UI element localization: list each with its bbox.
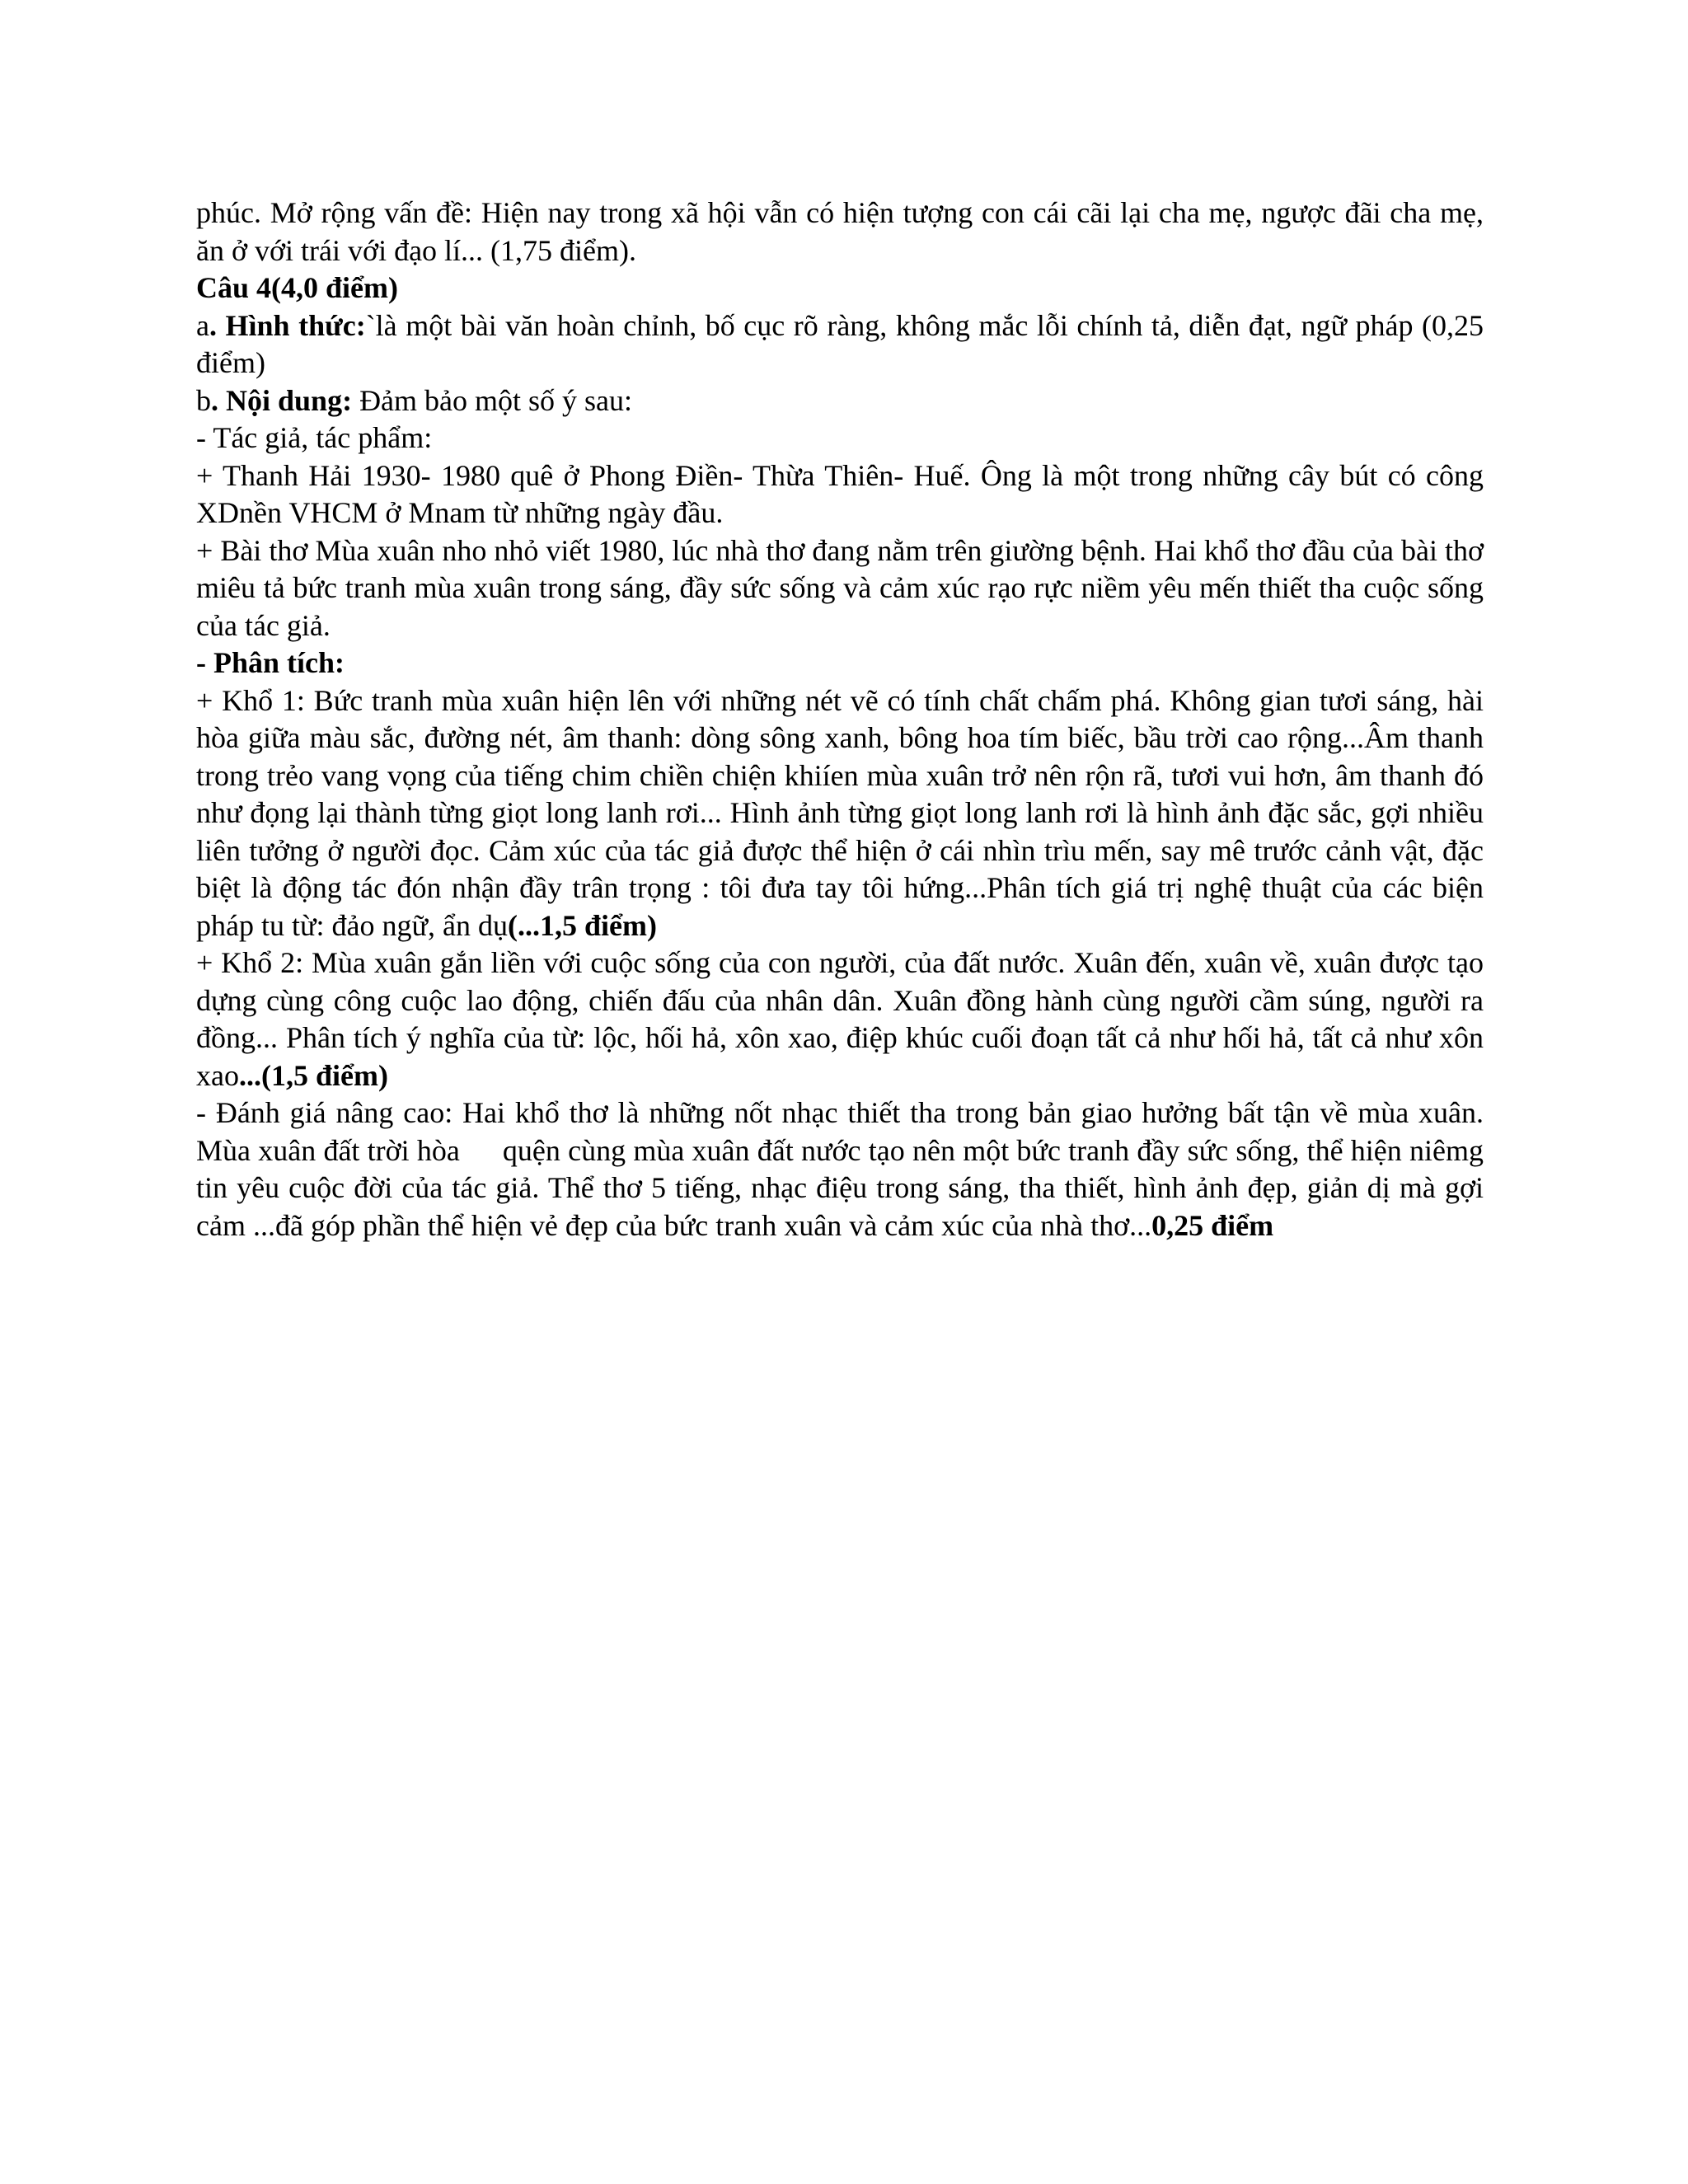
kho-2-score: ...(1,5 điểm) [238,1058,388,1092]
hinh-thuc-prefix: a [196,308,209,342]
phan-tich-heading [196,644,1484,682]
kho-2-paragraph [196,944,1484,1094]
paragraph-hinh-thuc [196,307,1484,382]
hinh-thuc-text: `là một bài văn hoàn chỉnh, bố cục rõ ràng, không mắc lỗi chính tả, diễn đạt, ngữ pháp (0,25 điểm) [196,308,1484,379]
danh-gia-score: 0,25 điểm [1151,1208,1274,1242]
danh-gia-text-after: quện cùng mùa xuân đất nước tạo nên một bức tranh đầy sức sống, thể hiện niêmg tin yêu cuộc đời của tác giả. Thể thơ 5 tiếng, nhạc điệu trong sáng, tha thiết, hình ảnh đẹp, giản dị mà gợi cảm ...đã góp phần thể hiện vẻ đẹp của bức tranh xuân và cảm xúc của nhà thơ... [196,1133,1484,1242]
noi-dung-prefix: b [196,383,211,417]
kho-1-score: (...1,5 điểm) [507,908,657,942]
kho-2-text: + Khổ 2: Mùa xuân gắn liền với cuộc sống của con người, của đất nước. Xuân đến, xuân về, xuân được tạo dựng cùng công cuộc lao động, chiến đấu của nhân dân. Xuân đồng hành cùng người cầm súng, người ra đồng... Phân tích ý nghĩa của từ: lộc, hối hả, xôn xao, điệp khúc cuối đoạn tất cả như hối hả, tất cả như xôn xao [196,946,1484,1092]
tac-gia-point-1: + Thanh Hải 1930- 1980 quê ở Phong Điền- Thừa Thiên- Huế. Ông là một trong những cây bút có công XDnền VHCM ở Mnam từ những ngày đầu. [196,458,1484,529]
paragraph-noi-dung [196,382,1484,420]
noi-dung-label: . Nội dung: [211,383,353,417]
tac-gia-heading: - Tác giả, tác phẩm: [196,421,433,454]
kho-1-paragraph [196,682,1484,945]
paragraph-conclusion: phúc. Mở rộng vấn đề: Hiện nay trong xã hội vẫn có hiện tượng con cái cãi lại cha mẹ, ngược đãi cha mẹ, ăn ở với trái với đạo lí... (1,75 điểm). [196,196,1484,267]
danh-gia-paragraph [196,1094,1484,1244]
kho-1-text: + Khổ 1: Bức tranh mùa xuân hiện lên với những nét vẽ có tính chất chấm phá. Không gian tươi sáng, hài hòa giữa màu sắc, đường nét, âm thanh: dòng sông xanh, bông hoa tím biếc, bầu trời cao rộng...Âm thanh trong trẻo vang vọng của tiếng chim chiền chiện khiíen mùa xuân trở nên rộn rã, tươi vui hơn, âm thanh đó như đọng lại thành từng giọt long lanh rơi... Hình ảnh từng giọt long lanh rơi là hình ảnh đặc sắc, gợi nhiều liên tưởng ở người đọc. Cảm xúc của tác giả được thể hiện ở cái nhìn trìu mến, say mê trước cảnh vật, đặc biệt là động tác đón nhận đầy trân trọng : tôi đưa tay tôi hứng...Phân tích giá trị nghệ thuật của các biện pháp tu từ: đảo ngữ, ẩn dụ [196,683,1484,942]
tac-gia-point-2: + Bài thơ Mùa xuân nho nhỏ viết 1980, lúc nhà thơ đang nằm trên giường bệnh. Hai khổ thơ đầu của bài thơ miêu tả bức tranh mùa xuân trong sáng, đầy sức sống và cảm xúc rạo rực niềm yêu mến thiết tha cuộc sống của tác giả. [196,533,1484,642]
heading-cau-4-text: Câu 4(4,0 điểm) [196,271,398,304]
hinh-thuc-label: . Hình thức: [209,308,366,342]
phan-tich-heading-text: - Phân tích: [196,646,345,679]
danh-gia-text-before: - Đánh giá nâng cao: Hai khổ thơ là những nốt nhạc thiết tha trong bản giao hưởng bất tận về mùa xuân. Mùa xuân đất trời hòa [196,1096,1484,1167]
heading-cau-4 [196,269,1484,307]
document-page [196,194,1484,1244]
noi-dung-text: Đảm bảo một số ý sau: [352,383,633,417]
